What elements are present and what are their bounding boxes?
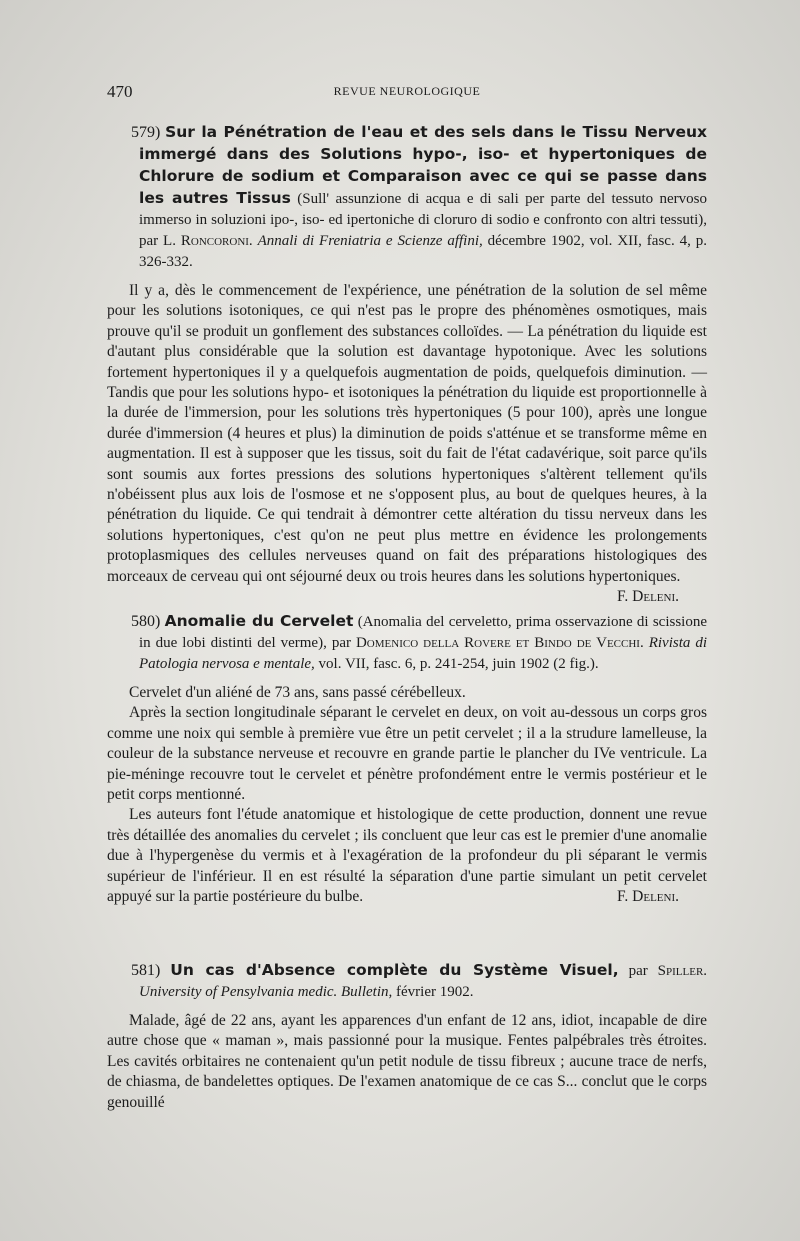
entry-citation: (Anomalia del cerveletto, prima osservazione di scissione in due lobi distinti del verme), par <box>139 614 708 651</box>
entry-journal: Annali di Freniatria e Scienze affini, <box>257 233 483 249</box>
entry-580 <box>107 611 707 907</box>
entry-581-abstract: Malade, âgé de 22 ans, ayant les apparences d'un enfant de 12 ans, idiot, incapable de dire autre chose que « maman », mais passionné pour la musique. Fentes palpébrales très étroites. Les cavités orbitaires ne contenaient qu'un petit nodule de tissu fibreux ; aucune trace de nerfs, de chiasma, de bandelettes optiques. De l'examen anatomique de ce cas S... conclut que le corps genouillé <box>107 1012 707 1111</box>
entry-579-abstract <box>107 281 707 606</box>
entry-580-heading <box>107 611 707 675</box>
entry-author: Domenico della Rovere et Bindo de Vecchi. <box>355 635 644 651</box>
entry-journal: University of Pensylvania medic. Bulletin, <box>139 984 393 1000</box>
entry-580-para-1: Cervelet d'un aliéné de 73 ans, sans passé cérébelleux. <box>129 684 466 701</box>
entry-number: 581) <box>131 962 161 979</box>
signature: F. Deleni. <box>617 888 679 906</box>
entry-580-para-3 <box>107 805 707 907</box>
entry-author: Roncoroni. <box>180 233 253 249</box>
entry-title: Sur la Pénétration de l'eau et des sels dans le Tissu Nerveux immergé dans des Solutions hypo-, iso- et hypertoniques de Chlorure de sodium et Comparaison avec ce qui se passe dans les autres Tissus <box>139 123 708 207</box>
signature: F. Deleni. <box>617 588 679 606</box>
entry-580-para-2: Après la section longitudinale séparant le cervelet en deux, on voit au-dessous un corps gros comme une noix qui semble à première vue être un petit cervelet ; il a la strudure lamelleuse, la couleur de la substance nerveuse et recouvre en grande partie le plancher du IVe ventricule. La pie-méninge recouvre tout le cervelet et pénètre profondément entre le vermis postérieur et le petit corps mentionné. <box>107 704 707 804</box>
entry-581 <box>107 960 707 1113</box>
page-header <box>107 82 707 102</box>
entry-journal: Rivista di Patologia nervosa e mentale, <box>139 635 708 672</box>
entry-579 <box>107 122 707 608</box>
running-title: REVUE NEUROLOGIQUE <box>333 84 481 98</box>
entry-citation: par <box>628 963 648 979</box>
page-number: 470 <box>107 82 133 101</box>
entry-citation: (Sull' assunzione di acqua e di sali per parte del tessuto nervoso immerso in soluzioni ipo-, iso- ed ipertoniche di cloruro di sodio e confronto con altri tessuti), par L. <box>139 191 708 249</box>
entry-581-heading <box>107 960 707 1003</box>
abstract-text: Les auteurs font l'étude anatomique et histologique de cette production, donnent une revue très détaillée des anomalies du cervelet ; ils concluent que leur cas est le premier d'une anomalie due à l'hypergenèse du vermis et à l'exagération de la profondeur du pli séparant le vermis supérieur de l'inférieur. Il en est résulté la séparation d'une partie simulant un petit cervelet appuyé sur la partie postérieure du bulbe. <box>107 806 707 906</box>
entry-citation-end: février 1902. <box>396 984 474 1000</box>
entry-title: Anomalie du Cervelet <box>164 612 354 630</box>
entry-579-heading <box>107 122 707 273</box>
entry-title: Un cas d'Absence complète du Système Visuel, <box>170 961 619 979</box>
entry-citation-end: vol. VII, fasc. 6, p. 241-254, juin 1902 (2 fig.). <box>318 656 599 672</box>
entry-number: 580) <box>131 613 161 630</box>
entry-citation-end: décembre 1902, vol. XII, fasc. 4, p. 326-332. <box>139 233 708 270</box>
entry-number: 579) <box>131 124 161 141</box>
entry-author: Spiller. <box>657 963 708 979</box>
abstract-text: Il y a, dès le commencement de l'expérience, une pénétration de la solution de sel même pour les solutions isotoniques, ce qui n'est pas le propre des phénomènes osmotiques, mais prouve qu'il se produit un gonflement des substances colloïdes. — La pénétration du liquide est d'autant plus considérable que la solution est davantage hypotonique. Avec les solutions fortement hypertoniques il y a quelquefois augmentation de poids, quelquefois diminution. — Tandis que pour les solutions hypo- et isotoniques la pénétration du liquide est proportionnelle à la durée de l'immersion, pour les solutions très hypertoniques (5 pour 100), après une longue durée d'immersion (4 heures et plus) la diminution de poids s'atténue et se transforme même en augmentation. Il est à supposer que les tissus, soit du fait de l'état cadavérique, soit parce qu'ils sont soumis aux fortes pressions des solutions hypertoniques s'altèrent tellement qu'ils n'obéissent plus aux lois de l'osmose et ne s'opposent plus, au bout de quelques heures, à la pénétration du liquide. Ce qui tendrait à démontrer cette altération du tissu nerveux dans les solutions hypertoniques, c'est qu'on ne peut plus mettre en évidence les prolongements protoplasmiques des cellules nerveuses quand on fait des préparations histologiques des morceaux de cerveau qui ont séjourné deux ou trois heures dans les solutions hypertoniques. <box>107 282 707 585</box>
